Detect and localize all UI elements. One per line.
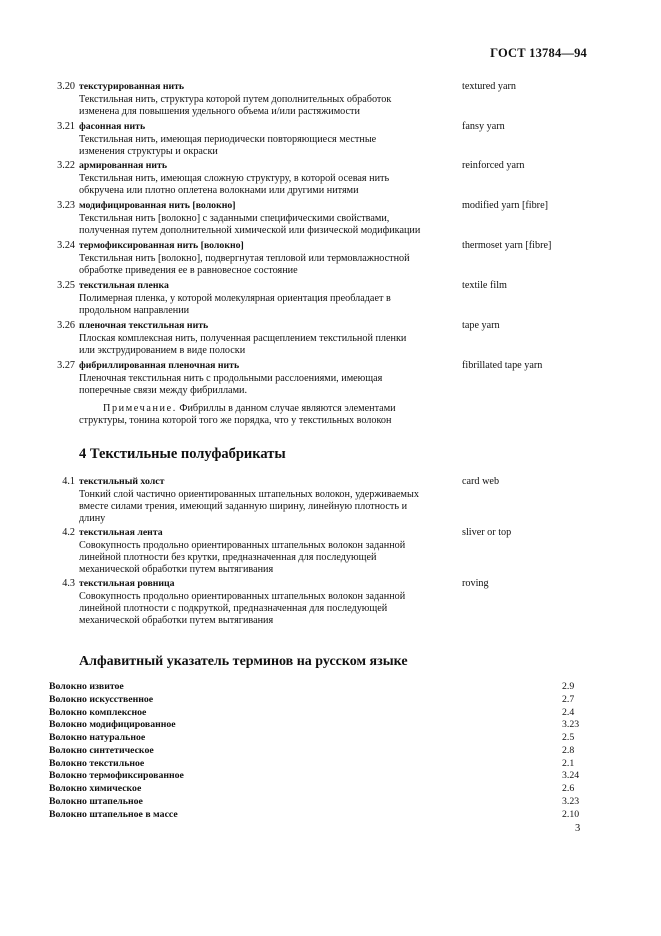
term-title: фибриллированная пленочная нить	[79, 360, 240, 371]
index-row	[49, 809, 589, 822]
index-ref: 2.10	[562, 809, 580, 820]
term-number: 3.24	[57, 240, 75, 251]
term-title: текстильная лента	[79, 527, 163, 538]
term-title: текстильная пленка	[79, 280, 169, 291]
index-row	[49, 694, 589, 707]
term-english: thermoset yarn [fibre]	[462, 240, 552, 251]
term-number: 3.20	[57, 81, 75, 92]
index-ref: 2.1	[562, 758, 575, 769]
term-number: 3.23	[57, 200, 75, 211]
index-ref: 2.5	[562, 732, 575, 743]
term-definition: Плоская комплексная нить, полученная расщеплением текстильной пленки или экструдированием в виде полоски	[79, 333, 407, 357]
index-ref: 2.6	[562, 783, 575, 794]
term-title: фасонная нить	[79, 121, 146, 132]
index-term: Волокно термофиксированное	[49, 770, 184, 781]
index-ref: 3.23	[562, 719, 580, 730]
index-term: Волокно извитое	[49, 681, 124, 692]
term-number: 4.1	[62, 476, 75, 487]
index-ref: 2.9	[562, 681, 575, 692]
term-number: 3.22	[57, 160, 75, 171]
term-english: textured yarn	[462, 81, 517, 92]
term-number: 3.25	[57, 280, 75, 291]
index-ref: 3.24	[562, 770, 580, 781]
note-label: Примечание.	[103, 403, 177, 414]
index-term: Волокно натуральное	[49, 732, 146, 743]
index-ref: 2.8	[562, 745, 575, 756]
index-row	[49, 770, 589, 783]
index-term: Волокно химическое	[49, 783, 142, 794]
term-title: текстильная ровница	[79, 578, 175, 589]
term-definition: Тонкий слой частично ориентированных штапельных волокон, удерживаемых вместе силами трения, имеющий заданную ширину, линейную плотность и длину	[79, 489, 419, 525]
term-definition: Текстильная нить [волокно], подвергнутая тепловой или термовлажностной обработке приведения ее в равновесное состояние	[79, 253, 410, 277]
term-definition: Совокупность продольно ориентированных штапельных волокон заданной линейной плотности с подкруткой, предназначенная для последующей механической обработки путем вытягивания	[79, 591, 406, 627]
term-title: текстурированная нить	[79, 81, 185, 92]
term-title: армированная нить	[79, 160, 168, 171]
term-number: 3.21	[57, 121, 75, 132]
index-term: Волокно штапельное в массе	[49, 809, 178, 820]
index-ref: 2.7	[562, 694, 575, 705]
index-term: Волокно комплексное	[49, 707, 147, 718]
term-english: textile film	[462, 280, 507, 291]
term-english: reinforced yarn	[462, 160, 525, 171]
index-term: Волокно искусственное	[49, 694, 154, 705]
term-title: пленочная текстильная нить	[79, 320, 209, 331]
index-term: Волокно синтетическое	[49, 745, 154, 756]
term-title: модифицированная нить [волокно]	[79, 200, 236, 211]
index-term: Волокно текстильное	[49, 758, 145, 769]
index-row	[49, 745, 589, 758]
index-term: Волокно штапельное	[49, 796, 143, 807]
index-title: Алфавитный указатель терминов на русском языке	[79, 654, 408, 669]
term-title: текстильный холст	[79, 476, 165, 487]
note-paragraph: Примечание. Фибриллы в данном случае являются элементами структуры, тонина которой того же порядка, что у текстильных волокон	[79, 403, 396, 427]
section-4-heading: 4 Текстильные полуфабрикаты	[79, 446, 286, 462]
term-english: tape yarn	[462, 320, 500, 331]
term-english: roving	[462, 578, 489, 589]
page-number: 3	[575, 823, 581, 834]
term-english: fansy yarn	[462, 121, 505, 132]
term-number: 3.26	[57, 320, 75, 331]
term-definition: Пленочная текстильная нить с продольными расслоениями, имеющая поперечные связи между фибриллами.	[79, 373, 383, 397]
index-row	[49, 796, 589, 809]
index-row	[49, 681, 589, 694]
document-code-header: ГОСТ 13784—94	[490, 46, 587, 60]
term-definition: Совокупность продольно ориентированных штапельных волокон заданной линейной плотности без крутки, предназначенная для последующей механической обработки путем вытягивания	[79, 540, 406, 576]
term-number: 4.2	[62, 527, 75, 538]
index-ref: 2.4	[562, 707, 575, 718]
term-title: термофиксированная нить [волокно]	[79, 240, 244, 251]
term-english: modified yarn [fibre]	[462, 200, 548, 211]
term-definition: Текстильная нить, структура которой путем дополнительных обработок изменена для повышения удельного объема и/или растяжимости	[79, 94, 392, 118]
term-english: fibrillated tape yarn	[462, 360, 543, 371]
index-term: Волокно модифицированное	[49, 719, 176, 730]
term-definition: Полимерная пленка, у которой молекулярная ориентация преобладает в продольном направлении	[79, 293, 391, 317]
index-row	[49, 732, 589, 745]
term-definition: Текстильная нить [волокно] с заданными специфическими свойствами, полученная путем дополнительной химической или физической модификации	[79, 213, 421, 237]
term-english: sliver or top	[462, 527, 512, 538]
term-number: 3.27	[57, 360, 75, 371]
index-row	[49, 783, 589, 796]
term-number: 4.3	[62, 578, 75, 589]
term-english: card web	[462, 476, 500, 487]
term-definition: Текстильная нить, имеющая периодически повторяющиеся местные изменения структуры и окраски	[79, 134, 377, 158]
index-row	[49, 719, 589, 732]
index-ref: 3.23	[562, 796, 580, 807]
term-definition: Текстильная нить, имеющая сложную структуру, в которой осевая нить обкручена или плотно оплетена волокнами или другими нитями	[79, 173, 390, 197]
